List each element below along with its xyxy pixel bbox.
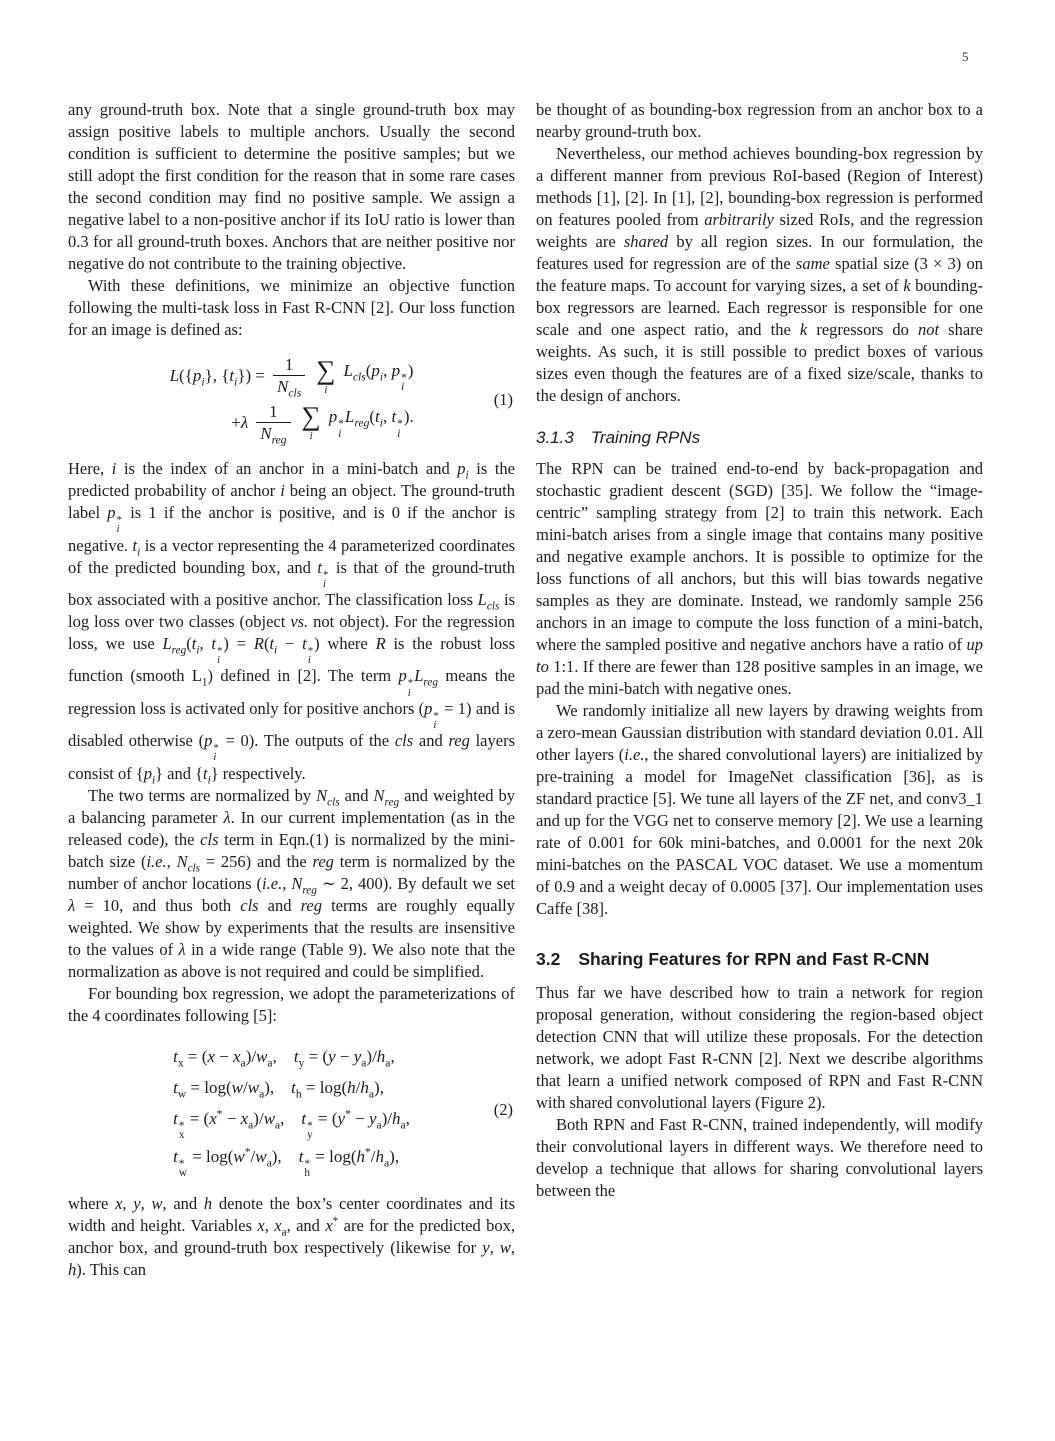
eq1-summation-2 — [302, 403, 321, 442]
eq1-sum1-index: i — [324, 383, 328, 396]
left-paragraph-3: Here, i is the index of an anchor in a mini-batch and $p_i$ is the predicted probability of anchor i being an object. The ground-truth label p * i is 1 if the anchor is positive, and is 0 if the anchor is negative. $t_i$ is a vector representing the 4 parameterized coordinates of the predicted bounding box, and t * i is that of the ground-truth box associated with a positive anchor. The classification loss $L_{cls}$ is log loss over two classes (object vs. not object). For the regression loss, we use $L_{reg}(t_i$, t * i ) = $R(t_i - t$ * i ) where R is the robust loss function (smooth $L_1$) defined in [2]. The term p * i $L_{reg}$ means the regression loss is activated only for positive anchors (p * i = 1) and is disabled otherwise (p * i = 0). The outputs of the cls and reg layers consist of $\{p_i\}$ and $\{t_i\}$ respectively. — [68, 459, 516, 786]
equation-2-number: (2) — [493, 1099, 513, 1119]
eq1-term-2: p * i $L_{reg}(t_i$, t * i ). — [328, 407, 414, 440]
eq1-frac2-denominator: $N_{reg}$ — [256, 422, 290, 444]
equation-2 — [68, 1041, 515, 1179]
right-paragraph-6: Both RPN and Fast R-CNN, trained independently, will modify their convolutional layers in different ways. We therefore need to develop a technique that allows for sharing convolutional layers between the — [536, 1115, 983, 1200]
heading-number: 3.1.3 — [536, 428, 574, 447]
equation-2-line-4: t * w = $\log(w^*/w_a)$, t * h = $\log(h^*/h_a)$, — [173, 1145, 400, 1180]
section-heading-3-2 — [536, 949, 983, 970]
eq1-lambda-lead: +λ — [231, 412, 249, 432]
eq1-fraction-1 — [273, 355, 305, 398]
eq1-frac2-numerator: 1 — [269, 401, 278, 421]
left-paragraph-4: The two terms are normalized by $N_{cls}$ and $N_{reg}$ and weighted by a balancing parameter λ. In our current implementation (as in the released code), the cls term in Eqn.(1) is normalized by the mini-batch size (i.e., $N_{cls} = 256$) and the reg term is normalized by the number of anchor locations (i.e., $N_{reg}$ ∼ 2, 400). By default we set λ = 10, and thus both cls and reg terms are roughly equally weighted. We show by experiments that the results are insensitive to the values of λ in a wide range (Table 9). We also note that the normalization as above is not required and could be simplified. — [68, 785, 516, 981]
right-paragraph-2: Nevertheless, our method achieves bounding-box regression by a different manner from previous RoI-based (Region of Interest) methods [1], [2]. In [1], [2], bounding-box regression is performed on features pooled from arbitrarily sized RoIs, and the regression weights are shared by all region sizes. In our formulation, the features used for regression are of the same spatial size (3 × 3) on the feature maps. To account for varying sizes, a set of k bounding-box regressors are learned. Each regressor is responsible for one scale and one aspect ratio, and the k regressors do not share weights. As such, it is still possible to predict boxes of various sizes even though the features are of a fixed size/scale, thanks to the design of anchors. — [536, 144, 983, 405]
left-paragraph-1: any ground-truth box. Note that a single ground-truth box may assign positive labels to multiple anchors. Usually the second condition is sufficient to determine the positive samples; but we still adopt the first condition for the reason that in some rare cases the second condition may find no positive sample. We assign a negative label to a non-positive anchor if its IoU ratio is lower than 0.3 for all ground-truth boxes. Anchors that are neither positive nor negative do not contribute to the training objective. — [68, 100, 515, 273]
left-paragraph-6: where x, y, w, and h denote the box’s center coordinates and its width and height. Variables x, $x_a$, and x* are for the predicted box, anchor box, and ground-truth box respectively (likewise for y, w, h). This can — [68, 1193, 516, 1279]
equation-1-body — [68, 354, 515, 447]
equation-2-line-1: $t_x = (x - x_a)/w_a$, $t_y = (y - y_a)/h_a$, — [173, 1046, 395, 1070]
eq1-fraction-2 — [256, 402, 290, 445]
heading-title: Training RPNs — [590, 428, 701, 447]
heading-number: 3.2 — [536, 949, 561, 969]
equation-2-line-2: $t_w = \log(w/w_a)$, $t_h = \log(h/h_a)$, — [173, 1077, 384, 1101]
heading-title: Sharing Features for RPN and Fast R-CNN — [578, 949, 930, 969]
right-paragraph-3: The RPN can be trained end-to-end by back-propagation and stochastic gradient descent (SGD) [35]. We follow the “image-centric” sampling strategy from [2] to train this network. Each mini-batch arises from a single image that contains many positive and negative example anchors. It is possible to optimize for the loss functions of all anchors, but this will bias towards negative samples as they are dominate. Instead, we randomly sample 256 anchors in an image to compute the loss function of a mini-batch, where the sampled positive and negative anchors have a ratio of up to 1:1. If there are fewer than 128 positive samples in an image, we pad the mini-batch with negative ones. — [536, 459, 983, 698]
equation-1-number: (1) — [493, 389, 513, 409]
equation-1 — [68, 354, 515, 447]
right-paragraph-5: Thus far we have described how to train a network for region proposal generation, without considering the region-based object detection CNN that will utilize these proposals. For the detection network, we adopt Fast R-CNN [2]. Next we describe algorithms that learn a unified network composed of RPN and Fast R-CNN with shared convolutional layers (Figure 2). — [536, 983, 983, 1112]
sigma-symbol: ∑ — [301, 401, 321, 432]
subsection-heading-3-1-3 — [536, 428, 983, 448]
page-number: 5 — [962, 49, 969, 64]
eq1-frac1-denominator: $N_{cls}$ — [273, 375, 305, 397]
right-paragraph-1: be thought of as bounding-box regression from an anchor box to a nearby ground-truth box. — [536, 100, 983, 141]
left-paragraph-5: For bounding box regression, we adopt the parameterizations of the 4 coordinates following [5]: — [68, 983, 515, 1025]
equation-1-line-1 — [170, 355, 414, 398]
eq1-frac1-numerator: 1 — [284, 355, 294, 374]
left-paragraph-2: With these definitions, we minimize an objective function following the multi-task loss in Fast R-CNN [2]. Our loss function for an image is defined as: — [68, 276, 515, 339]
eq1-term-1: $L_{cls}(p_i$, p * i ) — [343, 360, 414, 394]
right-column — [536, 99, 983, 1202]
equation-1-line-2 — [231, 402, 413, 445]
eq1-sum2-index: i — [309, 430, 313, 443]
right-paragraph-4: We randomly initialize all new layers by drawing weights from a zero-mean Gaussian distribution with standard deviation 0.01. All other layers (i.e., the shared convolutional layers) are initialized by pre-training a model for ImageNet classification [36], as is standard practice [5]. We tune all layers of the ZF net, and conv3_1 and up for the VGG net to conserve memory [2]. We use a learning rate of 0.001 for 60k mini-batches, and 0.0001 for the next 20k mini-batches on the PASCAL VOC dataset. We use a momentum of 0.9 and a weight decay of 0.0005 [37]. Our implementation uses Caffe [38]. — [536, 701, 984, 918]
eq1-summation-1 — [316, 354, 336, 396]
sigma-symbol: ∑ — [316, 354, 336, 385]
left-column — [68, 99, 515, 1281]
equation-2-line-3: t * x = $(x^* - x_a)/w_a$, t * y = $(y^* - y_a)/h_a$, — [173, 1106, 410, 1142]
eq1-lhs: $L(\{p_i\}$, $\{t_i\}$) = — [169, 366, 266, 389]
equation-2-body — [173, 1041, 410, 1179]
